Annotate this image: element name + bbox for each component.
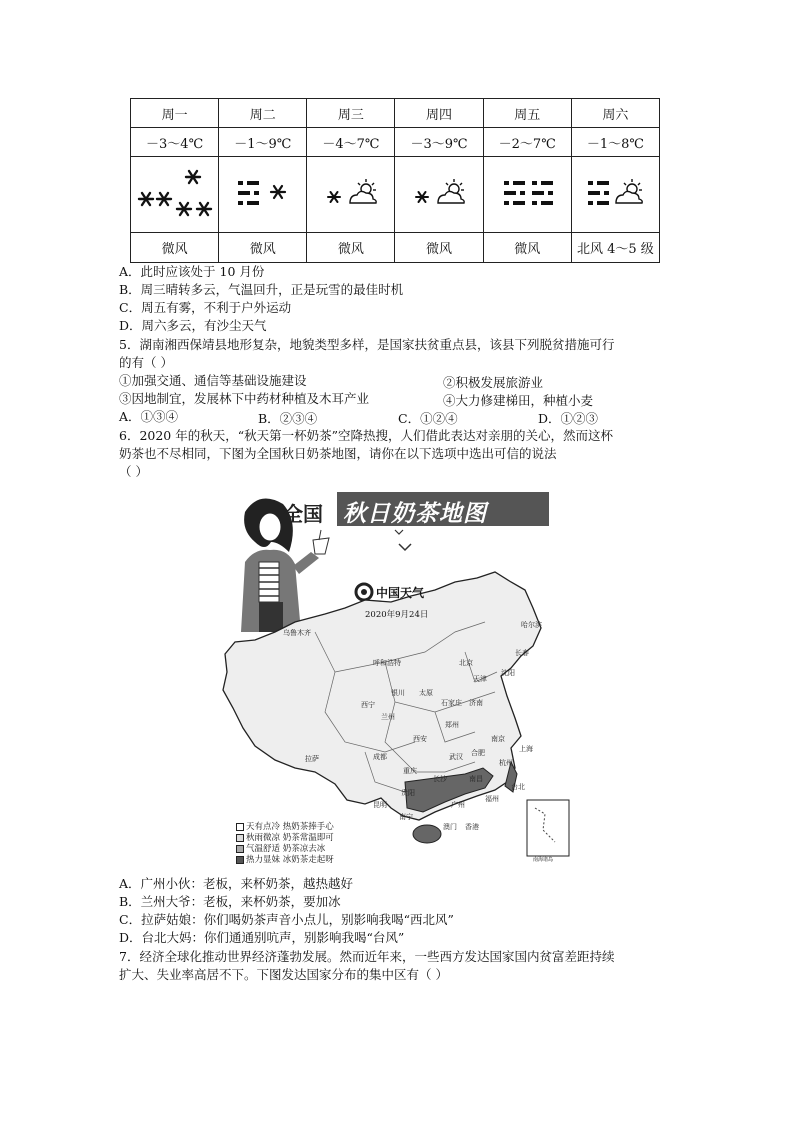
- city-label: 北京: [459, 659, 473, 667]
- brand-name: 中国天气: [376, 586, 425, 600]
- city-label: 香港: [465, 823, 479, 831]
- city-label: 太原: [419, 689, 433, 697]
- city-label: 台北: [511, 783, 525, 791]
- snow-icon: [416, 192, 428, 202]
- q7-stem: 7．经济全球化推动世界经济蓬勃发展。然而近年来，一些西方发达国家国内贫富差距持续: [119, 949, 615, 964]
- q6-stem-cont: 奶茶也不尽相同，下图为全国秋日奶茶地图，请你在以下选项中选出可信的说法: [119, 446, 557, 461]
- city-label: 济南: [469, 699, 483, 707]
- partly-cloudy-icon: [616, 179, 642, 203]
- weather-icon-cell: [219, 157, 307, 233]
- city-label: 南京: [491, 735, 505, 743]
- weather-logo-icon: [356, 584, 372, 600]
- legend-swatch-icon: [236, 823, 244, 831]
- map-legend: [236, 822, 334, 866]
- partly-cloudy-icon: [438, 179, 464, 203]
- city-label: 乌鲁木齐: [283, 629, 311, 637]
- city-label: 海口: [419, 845, 433, 853]
- city-label: 上海: [519, 745, 533, 753]
- city-label: 重庆: [403, 767, 417, 775]
- snow-icon: [271, 186, 285, 198]
- weather-forecast-table: [130, 98, 660, 263]
- map-date: 2020年9月24日: [365, 610, 429, 620]
- weather-icon-cell: [571, 157, 659, 233]
- city-label: 兰州: [381, 713, 395, 721]
- weather-icon-cell: [131, 157, 219, 233]
- wind-level: 微风: [131, 233, 219, 263]
- fog-icon: [532, 181, 553, 205]
- day-header: 周二: [219, 99, 307, 128]
- q6-stem: 6．2020 年的秋天，“秋天第一杯奶茶”空降热搜，人们借此表达对亲朋的关心，然而这杯: [119, 428, 614, 443]
- q6-option-a: A．广州小伙：老板，来杯奶茶，越热越好: [119, 876, 354, 891]
- city-label: 成都: [373, 753, 387, 761]
- city-label: 福州: [485, 795, 499, 803]
- milk-tea-map: [215, 482, 587, 867]
- city-label: 昆明: [373, 801, 387, 809]
- q5-item-3: ③因地制宜，发展林下中药材种植及木耳产业: [119, 391, 370, 406]
- snow-icon: [328, 192, 340, 202]
- city-label: 贵阳: [401, 789, 415, 797]
- wind-level: 微风: [483, 233, 571, 263]
- fog-icon: [504, 181, 525, 205]
- day-header: 周四: [395, 99, 483, 128]
- q4-option-a: A．此时应该处于 10 月份: [119, 264, 265, 279]
- city-label: 武汉: [449, 753, 463, 761]
- city-label: 石家庄: [441, 699, 462, 707]
- weather-icon-cell: [307, 157, 395, 233]
- wind-level: 微风: [395, 233, 483, 263]
- fog-icon: [238, 181, 259, 205]
- city-label: 天津: [473, 675, 487, 683]
- q7-stem-cont: 扩大、失业率高居不下。下图发达国家分布的集中区有（ ）: [119, 967, 448, 982]
- q5-option-a: A．①③④: [119, 409, 179, 424]
- wind-level: 北风 4～5 级: [571, 233, 659, 263]
- city-label: 长沙: [433, 775, 447, 783]
- legend-item: 气温舒适 奶茶凉去冰: [236, 844, 334, 855]
- q5-stem: 5．湖南湘西保靖县地形复杂，地貌类型多样，是国家扶贫重点县，该县下列脱贫措施可行: [119, 337, 615, 352]
- wind-level: 微风: [219, 233, 307, 263]
- temp-range: －3～9℃: [395, 128, 483, 157]
- partly-cloudy-icon: [350, 179, 376, 203]
- snow-icon: [134, 163, 216, 223]
- city-label: 合肥: [471, 749, 485, 757]
- wind-level: 微风: [307, 233, 395, 263]
- q4-option-c: C．周五有雾，不利于户外运动: [119, 300, 292, 315]
- city-label: 哈尔滨: [521, 621, 542, 629]
- inset-label: 南海诸岛: [533, 857, 554, 863]
- fog-icon: [588, 181, 609, 205]
- city-label: 西安: [413, 735, 427, 743]
- q6-option-c: C．拉萨姑娘：你们喝奶茶声音小点儿，别影响我喝“西北风”: [119, 912, 454, 927]
- q5-item-4: ④大力修建梯田，种植小麦: [443, 393, 594, 408]
- q6-option-d: D．台北大妈：你们通通别吭声，别影响我喝“台风”: [119, 930, 405, 945]
- legend-item: 天有点冷 热奶茶捧手心: [236, 822, 334, 833]
- day-header: 周一: [131, 99, 219, 128]
- q5-option-b: B．②③④: [258, 411, 318, 426]
- temp-range: －4～7℃: [307, 128, 395, 157]
- city-label: 杭州: [499, 759, 513, 767]
- q4-option-b: B．周三晴转多云，气温回升，正是玩雪的最佳时机: [119, 282, 404, 297]
- legend-item: 热力显妹 冰奶茶走起呀: [236, 855, 334, 866]
- city-label: 南宁: [399, 813, 413, 821]
- legend-swatch-icon: [236, 856, 244, 864]
- city-label: 澳门: [443, 823, 457, 831]
- q5-item-1: ①加强交通、通信等基础设施建设: [119, 373, 307, 388]
- map-title-small: 全国: [283, 502, 323, 526]
- temp-range: －3～4℃: [131, 128, 219, 157]
- day-header: 周六: [571, 99, 659, 128]
- city-label: 银川: [391, 689, 405, 697]
- temp-range: －2～7℃: [483, 128, 571, 157]
- weather-icon-cell: [483, 157, 571, 233]
- q4-option-d: D．周六多云，有沙尘天气: [119, 318, 267, 333]
- city-label: 沈阳: [501, 669, 515, 677]
- map-title: 秋日奶茶地图: [343, 501, 487, 527]
- temp-range: －1～8℃: [571, 128, 659, 157]
- q6-answer-blank: （ ）: [119, 464, 148, 479]
- q5-option-d: D．①②③: [538, 411, 599, 426]
- legend-swatch-icon: [236, 845, 244, 853]
- china-map-graphic: [215, 482, 587, 867]
- q5-option-c: C．①②④: [398, 411, 458, 426]
- legend-swatch-icon: [236, 834, 244, 842]
- city-label: 郑州: [445, 721, 459, 729]
- city-label: 南昌: [469, 775, 483, 783]
- q6-option-b: B．兰州大爷：老板，来杯奶茶，要加冰: [119, 894, 341, 909]
- city-label: 呼和浩特: [373, 659, 401, 667]
- day-header: 周三: [307, 99, 395, 128]
- q5-item-2: ②积极发展旅游业: [443, 375, 544, 390]
- weather-icon-cell: [395, 157, 483, 233]
- city-label: 长春: [515, 649, 529, 657]
- day-header: 周五: [483, 99, 571, 128]
- legend-item: 秋雨微凉 奶茶常温即可: [236, 833, 334, 844]
- city-label: 拉萨: [305, 755, 319, 763]
- city-label: 西宁: [361, 701, 375, 709]
- city-label: 广州: [451, 801, 465, 809]
- q5-stem-cont: 的有（ ）: [119, 355, 173, 370]
- temp-range: －1～9℃: [219, 128, 307, 157]
